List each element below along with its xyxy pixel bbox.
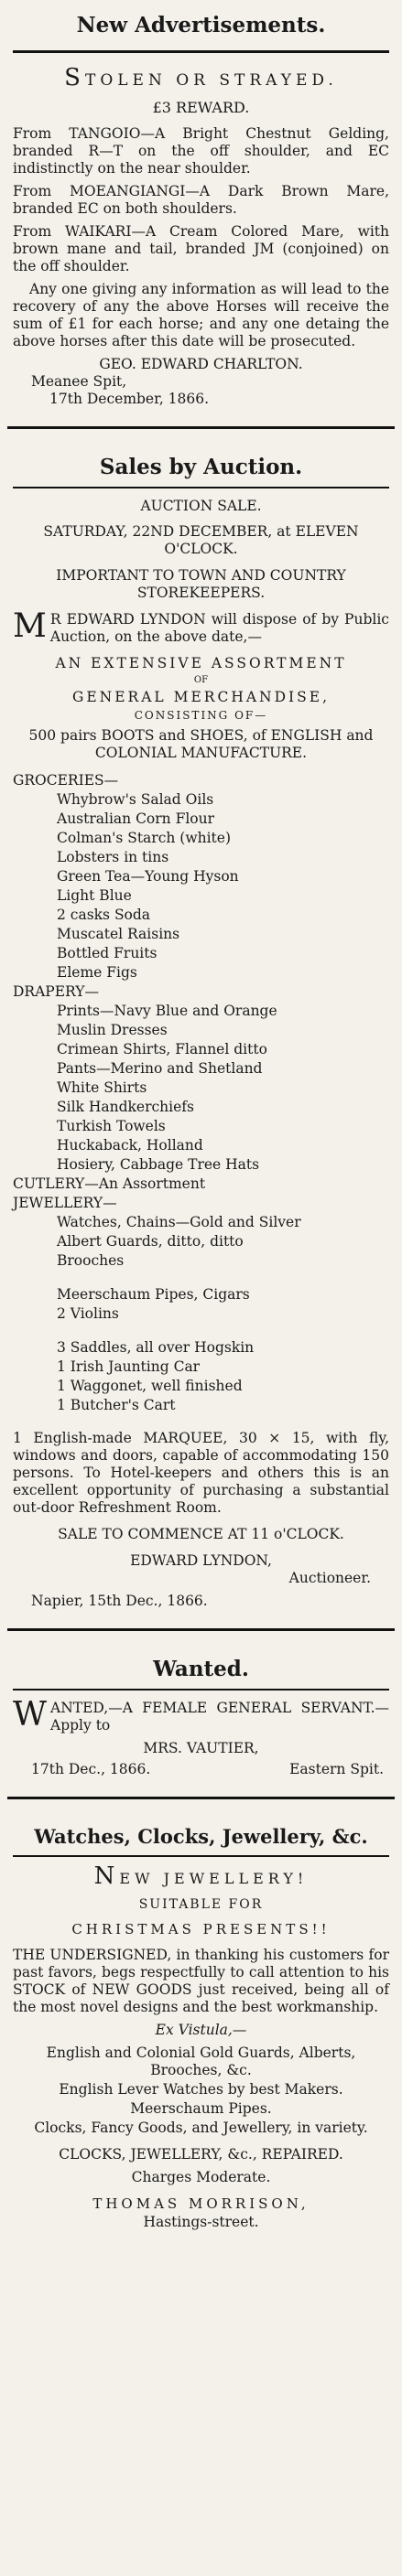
list-item: Muslin Dresses bbox=[57, 1022, 168, 1038]
cutlery-line: CUTLERY—An Assortment bbox=[13, 1175, 206, 1192]
auction-sale-title: AUCTION SALE. bbox=[140, 498, 262, 514]
important-notice: IMPORTANT TO TOWN AND COUNTRY STOREKEEPERS. bbox=[56, 567, 346, 601]
list-item: Crimean Shirts, Flannel ditto bbox=[57, 1041, 267, 1057]
christmas-line: CHRISTMAS PRESENTS!! bbox=[71, 1921, 331, 1937]
drop-cap: M bbox=[13, 607, 47, 645]
charges-line: Charges Moderate. bbox=[131, 2169, 271, 2185]
wanted-section bbox=[7, 1644, 395, 1784]
new-advertisements-section bbox=[7, 0, 395, 413]
consisting-line: CONSISTING OF— bbox=[134, 709, 268, 722]
list-item: Whybrow's Salad Oils bbox=[57, 791, 214, 808]
list-item: Green Tea—Young Hyson bbox=[57, 868, 239, 885]
misc-list-1 bbox=[13, 1285, 389, 1324]
morrison-name: THOMAS MORRISON, bbox=[92, 2195, 310, 2212]
horse-notice-3: From WAIKARI—A Cream Colored Mare, with brown mane and tail, branded JM (conjoined) on the off shoulder. bbox=[13, 223, 389, 274]
divider bbox=[13, 50, 389, 53]
divider bbox=[13, 1855, 389, 1857]
list-item: Lobsters in tins bbox=[57, 849, 169, 865]
wanted-contact: MRS. VAUTIER, bbox=[143, 1740, 259, 1756]
groceries-list bbox=[13, 790, 389, 982]
new-jewellery-title: NEW JEWELLERY! bbox=[93, 1862, 309, 1890]
reward-line: £3 REWARD. bbox=[152, 99, 250, 116]
jewellery-list bbox=[13, 1213, 389, 1271]
sales-section bbox=[7, 442, 395, 1615]
watches-heading: Watches, Clocks, Jewellery, &c. bbox=[34, 1825, 368, 1848]
list-item: Brooches bbox=[57, 1252, 125, 1269]
horse-notice-1: From TANGOIO—A Bright Chestnut Gelding, branded R—T on the off shoulder, and EC indistinctly on the near shoulder. bbox=[13, 125, 389, 177]
list-item: Watches, Chains—Gold and Silver bbox=[57, 1214, 301, 1230]
extensive-line: AN EXTENSIVE ASSORTMENT bbox=[55, 655, 347, 671]
list-item: Albert Guards, ditto, ditto bbox=[57, 1233, 244, 1250]
divider bbox=[13, 487, 389, 488]
lyndon-intro: M R EDWARD LYNDON will dispose of by Public Auction, on the above date,— bbox=[13, 607, 389, 645]
auction-date: Napier, 15th Dec., 1866. bbox=[31, 1593, 208, 1609]
stolen-title: STOLEN OR STRAYED. bbox=[64, 64, 338, 91]
list-item: Light Blue bbox=[57, 887, 132, 904]
drop-cap: S bbox=[64, 64, 85, 91]
divider bbox=[7, 1797, 395, 1799]
boots-line: 500 pairs BOOTS and SHOES, of ENGLISH and COLONIAL MANUFACTURE. bbox=[28, 727, 374, 761]
list-item: 1 Irish Jaunting Car bbox=[57, 1358, 201, 1375]
list-item: White Shirts bbox=[57, 1079, 147, 1096]
list-item: Hosiery, Cabbage Tree Hats bbox=[57, 1156, 260, 1173]
list-item: 1 Butcher's Cart bbox=[57, 1397, 176, 1413]
auctioneer-name: EDWARD LYNDON, bbox=[130, 1552, 272, 1569]
list-item: Pants—Merino and Shetland bbox=[57, 1060, 263, 1077]
signer: GEO. EDWARD CHARLTON. bbox=[99, 356, 303, 372]
list-item: Huckaback, Holland bbox=[57, 1137, 203, 1154]
ex-vistula: Ex Vistula,— bbox=[155, 2022, 247, 2038]
newspaper-page bbox=[7, 0, 395, 2576]
wanted-heading: Wanted. bbox=[153, 1657, 249, 1681]
auctioneer-role: Auctioneer. bbox=[288, 1570, 371, 1586]
auction-when: SATURDAY, 22ND DECEMBER, at ELEVEN O'CLOCK. bbox=[43, 523, 359, 557]
divider bbox=[13, 1689, 389, 1690]
misc-list-2 bbox=[13, 1338, 389, 1415]
list-item: Silk Handkerchiefs bbox=[57, 1099, 194, 1115]
of-line: OF bbox=[193, 675, 209, 685]
groceries-heading: GROCERIES— bbox=[13, 772, 119, 789]
stock-item: Clocks, Fancy Goods, and Jewellery, in variety. bbox=[34, 2120, 368, 2136]
wanted-date: 17th Dec., 1866. bbox=[31, 1761, 151, 1777]
list-item: Meerschaum Pipes, Cigars bbox=[57, 1286, 250, 1303]
list-item: Turkish Towels bbox=[57, 1118, 166, 1134]
stock-item: English and Colonial Gold Guards, Alberts, Brooches, &c. bbox=[46, 2045, 356, 2078]
divider bbox=[7, 426, 395, 429]
drapery-heading: DRAPERY— bbox=[13, 983, 99, 1000]
signer-date: 17th December, 1866. bbox=[49, 391, 210, 407]
reward-terms: Any one giving any information as will lead to the recovery of any the above Horses will receive the sum of £1 for each horse; and any one detaing the above horses after this date will be prosecuted. bbox=[13, 281, 389, 349]
new-advertisements-heading: New Advertisements. bbox=[76, 13, 326, 38]
list-item: Bottled Fruits bbox=[57, 945, 158, 961]
wanted-notice: WANTED,—A FEMALE GENERAL SERVANT.—Apply to bbox=[13, 1696, 389, 1733]
list-item: Prints—Navy Blue and Orange bbox=[57, 1003, 277, 1019]
jewellery-heading: JEWELLERY— bbox=[13, 1195, 117, 1211]
signer-place: Meanee Spit, bbox=[31, 373, 127, 390]
undersigned-notice: THE UNDERSIGNED, in thanking his customers for past favors, begs respectfully to call attention to his STOCK of NEW GOODS just received, being all of the most novel designs and the best workmanship. bbox=[13, 1947, 389, 2015]
list-item: 2 Violins bbox=[57, 1305, 119, 1322]
stock-item: Meerschaum Pipes. bbox=[130, 2100, 272, 2117]
general-merchandise: GENERAL MERCHANDISE, bbox=[71, 689, 331, 705]
drop-cap: W bbox=[13, 1696, 48, 1733]
morrison-street: Hastings-street. bbox=[143, 2214, 259, 2230]
sale-commence: SALE TO COMMENCE AT 11 o'CLOCK. bbox=[58, 1526, 344, 1542]
watches-section bbox=[7, 1812, 395, 2238]
list-item: 1 Waggonet, well finished bbox=[57, 1378, 243, 1394]
drop-cap: N bbox=[93, 1862, 120, 1890]
list-item: Australian Corn Flour bbox=[57, 810, 215, 827]
wanted-footer bbox=[13, 1757, 389, 1778]
sales-heading: Sales by Auction. bbox=[99, 455, 303, 479]
list-item: Colman's Starch (white) bbox=[57, 830, 232, 846]
suitable-line: SUITABLE FOR bbox=[138, 1897, 264, 1912]
repaired-line: CLOCKS, JEWELLERY, &c., REPAIRED. bbox=[59, 2146, 343, 2163]
divider bbox=[7, 1628, 395, 1631]
list-item: Eleme Figs bbox=[57, 964, 137, 981]
list-item: 3 Saddles, all over Hogskin bbox=[57, 1339, 255, 1356]
drapery-list bbox=[13, 1002, 389, 1175]
list-item: 2 casks Soda bbox=[57, 907, 151, 923]
horse-notice-2: From MOEANGIANGI—A Dark Brown Mare, branded EC on both shoulders. bbox=[13, 183, 389, 217]
stock-item: English Lever Watches by best Makers. bbox=[59, 2081, 343, 2098]
marquee-notice: 1 English-made MARQUEE, 30 × 15, with fly, windows and doors, capable of accommodating 150 persons. To Hotel-keepers and others this is an excellent opportunity of purchasing a substantial out-door Refreshment Room. bbox=[13, 1430, 389, 1516]
wanted-place: Eastern Spit. bbox=[289, 1761, 384, 1777]
list-item: Muscatel Raisins bbox=[57, 926, 180, 942]
